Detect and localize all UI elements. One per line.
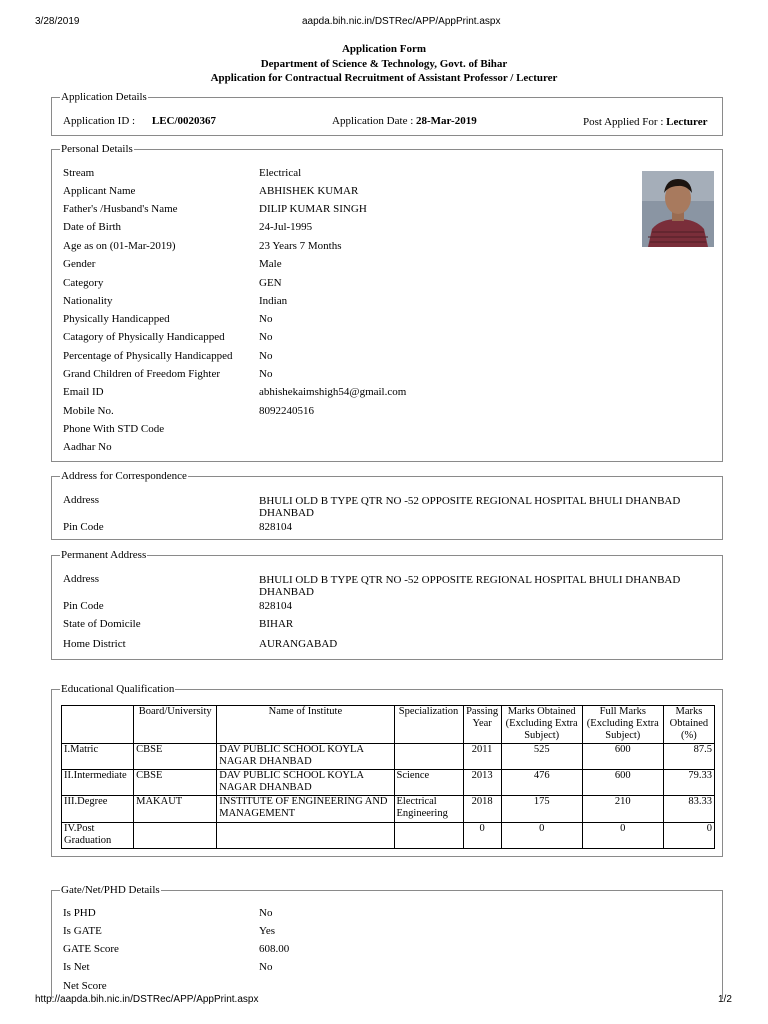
correspondence-address-section	[51, 470, 723, 540]
domicile-value: BIHAR	[259, 618, 294, 630]
field-value: No	[259, 907, 273, 919]
field-label: Gender	[63, 258, 96, 270]
field-label: Mobile No.	[63, 405, 114, 417]
field-value: DILIP KUMAR SINGH	[259, 203, 367, 215]
correspondence-legend: Address for Correspondence	[61, 470, 187, 482]
education-table	[61, 705, 715, 849]
field-label: Phone With STD Code	[63, 423, 165, 435]
table-cell: CBSE	[134, 770, 217, 796]
post-applied-value: Lecturer	[666, 116, 708, 128]
column-header: Passing Year	[463, 706, 501, 744]
print-url-bottom: http://aapda.bih.nic.in/DSTRec/APP/AppPrint.aspx	[35, 994, 259, 1005]
personal-details-section	[51, 143, 723, 462]
table-cell: 175	[501, 796, 582, 823]
education-legend: Educational Qualification	[61, 683, 175, 695]
field-label: Address	[63, 494, 100, 506]
field-value: No	[259, 350, 273, 362]
field-label: Age as on (01-Mar-2019)	[63, 240, 176, 252]
table-cell: 600	[582, 770, 663, 796]
table-cell: III.Degree	[62, 796, 134, 823]
table-cell: 2011	[463, 744, 501, 770]
application-details-legend: Application Details	[61, 91, 147, 103]
field-label: Catagory of Physically Handicapped	[63, 331, 225, 343]
table-cell: 600	[582, 744, 663, 770]
column-header: Board/University	[134, 706, 217, 744]
column-header: Full Marks (Excluding Extra Subject)	[582, 706, 663, 744]
table-cell: 0	[463, 823, 501, 849]
table-cell	[134, 823, 217, 849]
field-value: 23 Years 7 Months	[259, 240, 342, 252]
field-value: Indian	[259, 295, 288, 307]
field-value: Male	[259, 258, 282, 270]
form-title-block	[0, 42, 768, 86]
field-label: Stream	[63, 167, 95, 179]
table-row	[62, 744, 715, 770]
table-cell	[394, 744, 463, 770]
field-label: Date of Birth	[63, 221, 122, 233]
permanent-address-value: BHULI OLD B TYPE QTR NO -52 OPPOSITE REGIONAL HOSPITAL BHULI DHANBAD DHANBAD	[259, 574, 681, 598]
table-cell: IV.Post Graduation	[62, 823, 134, 849]
table-cell: 83.33	[663, 796, 714, 823]
column-header: Name of Institute	[217, 706, 394, 744]
field-label: Nationality	[63, 295, 113, 307]
field-value: No	[259, 368, 273, 380]
personal-details-legend: Personal Details	[61, 143, 133, 155]
column-header: Marks Obtained (Excluding Extra Subject)	[501, 706, 582, 744]
table-cell: 0	[582, 823, 663, 849]
application-date-label: Application Date :	[332, 115, 414, 127]
table-cell: INSTITUTE OF ENGINEERING AND MANAGEMENT	[217, 796, 394, 823]
application-date-value: 28-Mar-2019	[416, 115, 477, 127]
table-cell: 476	[501, 770, 582, 796]
table-cell: 2018	[463, 796, 501, 823]
table-header-row	[62, 706, 715, 744]
form-title: Application Form	[341, 43, 427, 55]
field-label: Pin Code	[63, 521, 104, 533]
field-value: Yes	[259, 925, 276, 937]
field-label: GATE Score	[63, 943, 119, 955]
table-row	[62, 823, 715, 849]
field-value: GEN	[259, 277, 282, 289]
field-value: 8092240516	[259, 405, 314, 417]
table-cell: 0	[663, 823, 714, 849]
field-value: abhishekaimshigh54@gmail.com	[259, 386, 407, 398]
field-value: 608.00	[259, 943, 290, 955]
field-label: Email ID	[63, 386, 104, 398]
field-label: Grand Children of Freedom Fighter	[63, 368, 221, 380]
table-cell: Science	[394, 770, 463, 796]
print-url-top: aapda.bih.nic.in/DSTRec/APP/AppPrint.aspx	[302, 16, 501, 27]
field-label: Percentage of Physically Handicapped	[63, 350, 233, 362]
field-label: Is GATE	[63, 925, 102, 937]
personal-details-rows	[52, 155, 722, 461]
table-cell: 79.33	[663, 770, 714, 796]
field-label: Net Score	[63, 980, 107, 992]
application-id-value: LEC/0020367	[151, 115, 217, 127]
table-cell	[217, 823, 394, 849]
column-header	[62, 706, 134, 744]
district-value: AURANGABAD	[259, 638, 338, 650]
application-details-section	[51, 91, 723, 136]
field-label: Is PHD	[63, 907, 96, 919]
field-label: Address	[63, 573, 100, 585]
table-cell: 2013	[463, 770, 501, 796]
permanent-address-section	[51, 549, 723, 660]
gate-net-phd-section	[51, 884, 723, 999]
table-cell: II.Intermediate	[62, 770, 134, 796]
post-applied	[583, 116, 707, 128]
correspondence-address-value: BHULI OLD B TYPE QTR NO -52 OPPOSITE REGIONAL HOSPITAL BHULI DHANBAD DHANBAD	[259, 495, 681, 519]
field-label: Physically Handicapped	[63, 313, 170, 325]
permanent-pin-value: 828104	[259, 600, 292, 612]
post-applied-label: Post Applied For :	[583, 116, 664, 128]
field-label: Aadhar No	[63, 441, 112, 453]
table-cell: DAV PUBLIC SCHOOL KOYLA NAGAR DHANBAD	[217, 770, 394, 796]
table-cell	[394, 823, 463, 849]
field-label: Category	[63, 277, 104, 289]
field-value: No	[259, 331, 273, 343]
table-cell: CBSE	[134, 744, 217, 770]
table-cell: 210	[582, 796, 663, 823]
field-label: Father's /Husband's Name	[63, 203, 178, 215]
table-cell: Electrical Engineering	[394, 796, 463, 823]
department-title: Department of Science & Technology, Govt. of Bihar	[260, 57, 508, 70]
field-label: State of Domicile	[63, 618, 141, 630]
field-value: No	[259, 313, 273, 325]
field-label: Pin Code	[63, 600, 104, 612]
gate-legend: Gate/Net/PHD Details	[61, 884, 160, 896]
field-value: Electrical	[259, 167, 302, 179]
education-section	[51, 683, 723, 857]
field-value: 24-Jul-1995	[259, 221, 313, 233]
table-cell: 87.5	[663, 744, 714, 770]
field-label: Applicant Name	[63, 185, 136, 197]
column-header: Specialization	[394, 706, 463, 744]
table-cell: I.Matric	[62, 744, 134, 770]
table-row	[62, 770, 715, 796]
table-cell: DAV PUBLIC SCHOOL KOYLA NAGAR DHANBAD	[217, 744, 394, 770]
table-row	[62, 796, 715, 823]
field-value: ABHISHEK KUMAR	[259, 185, 359, 197]
table-cell: 0	[501, 823, 582, 849]
application-id	[63, 115, 216, 127]
print-date: 3/28/2019	[35, 16, 80, 27]
column-header: Marks Obtained (%)	[663, 706, 714, 744]
table-cell: 525	[501, 744, 582, 770]
page-number: 1/2	[718, 994, 732, 1005]
application-date	[332, 115, 477, 127]
field-label: Home District	[63, 638, 126, 650]
field-label: Is Net	[63, 961, 90, 973]
application-subtitle: Application for Contractual Recruitment of Assistant Professor / Lecturer	[210, 72, 558, 84]
correspondence-pin-value: 828104	[259, 521, 292, 533]
application-id-label: Application ID :	[63, 115, 136, 127]
permanent-legend: Permanent Address	[61, 549, 147, 561]
table-cell: MAKAUT	[134, 796, 217, 823]
field-value: No	[259, 961, 273, 973]
